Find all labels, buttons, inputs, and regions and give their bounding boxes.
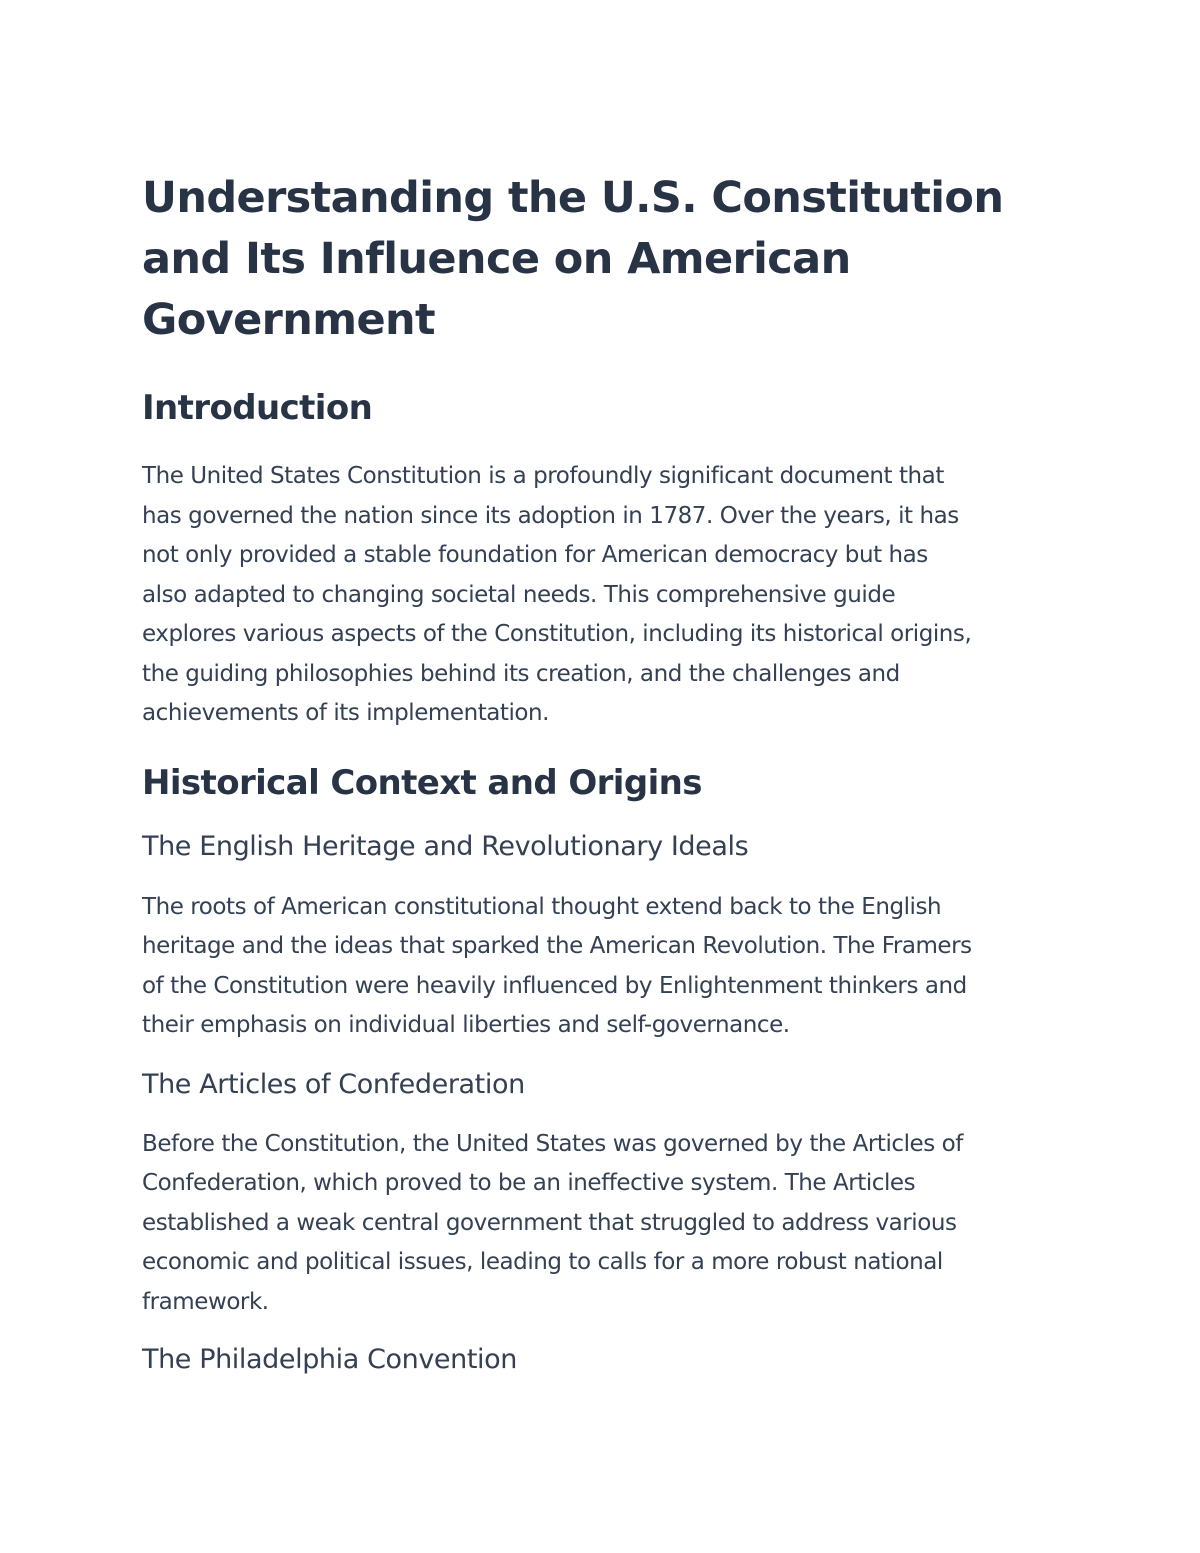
heading-introduction: Introduction: [142, 388, 373, 428]
paragraph-line: their emphasis on individual liberties and self-governance.: [142, 1012, 790, 1038]
paragraph-line: the guiding philosophies behind its creation, and the challenges and: [142, 660, 900, 687]
paragraph-line: has governed the nation since its adoption in 1787. Over the years, it has: [142, 502, 959, 529]
paragraph-line: The United States Constitution is a profoundly significant document that: [142, 463, 944, 489]
paragraph-line: of the Constitution were heavily influenced by Enlightenment thinkers and: [142, 972, 967, 999]
title-line: Government: [142, 295, 435, 345]
paragraph-line: framework.: [142, 1288, 269, 1315]
document-title: [142, 168, 1072, 351]
subheading-english-heritage: The English Heritage and Revolutionary Ideals: [142, 830, 749, 862]
subheading-articles-of-confederation: The Articles of Confederation: [142, 1068, 525, 1100]
title-line: Understanding the U.S. Constitution: [142, 173, 1004, 223]
articles-paragraph: [142, 1125, 1072, 1323]
paragraph-line: heritage and the ideas that sparked the American Revolution. The Framers: [142, 933, 972, 959]
document-page: [142, 168, 1072, 1378]
paragraph-line: achievements of its implementation.: [142, 700, 550, 726]
paragraph-line: economic and political issues, leading to calls for a more robust national: [142, 1249, 943, 1275]
paragraph-line: Before the Constitution, the United States was governed by the Articles of: [142, 1130, 963, 1157]
paragraph-line: The roots of American constitutional thought extend back to the English: [142, 893, 942, 920]
heading-historical-context: Historical Context and Origins: [142, 762, 702, 803]
paragraph-line: also adapted to changing societal needs. This comprehensive guide: [142, 581, 896, 608]
paragraph-line: established a weak central government that struggled to address various: [142, 1209, 957, 1236]
title-line: and Its Influence on American: [142, 234, 851, 284]
paragraph-line: Confederation, which proved to be an ineffective system. The Articles: [142, 1170, 916, 1196]
paragraph-line: not only provided a stable foundation for American democracy but has: [142, 542, 928, 568]
introduction-paragraph: [142, 457, 1072, 734]
subheading-philadelphia-convention: The Philadelphia Convention: [142, 1344, 517, 1375]
paragraph-line: explores various aspects of the Constitution, including its historical origins,: [142, 621, 972, 647]
english-heritage-paragraph: [142, 888, 1072, 1046]
